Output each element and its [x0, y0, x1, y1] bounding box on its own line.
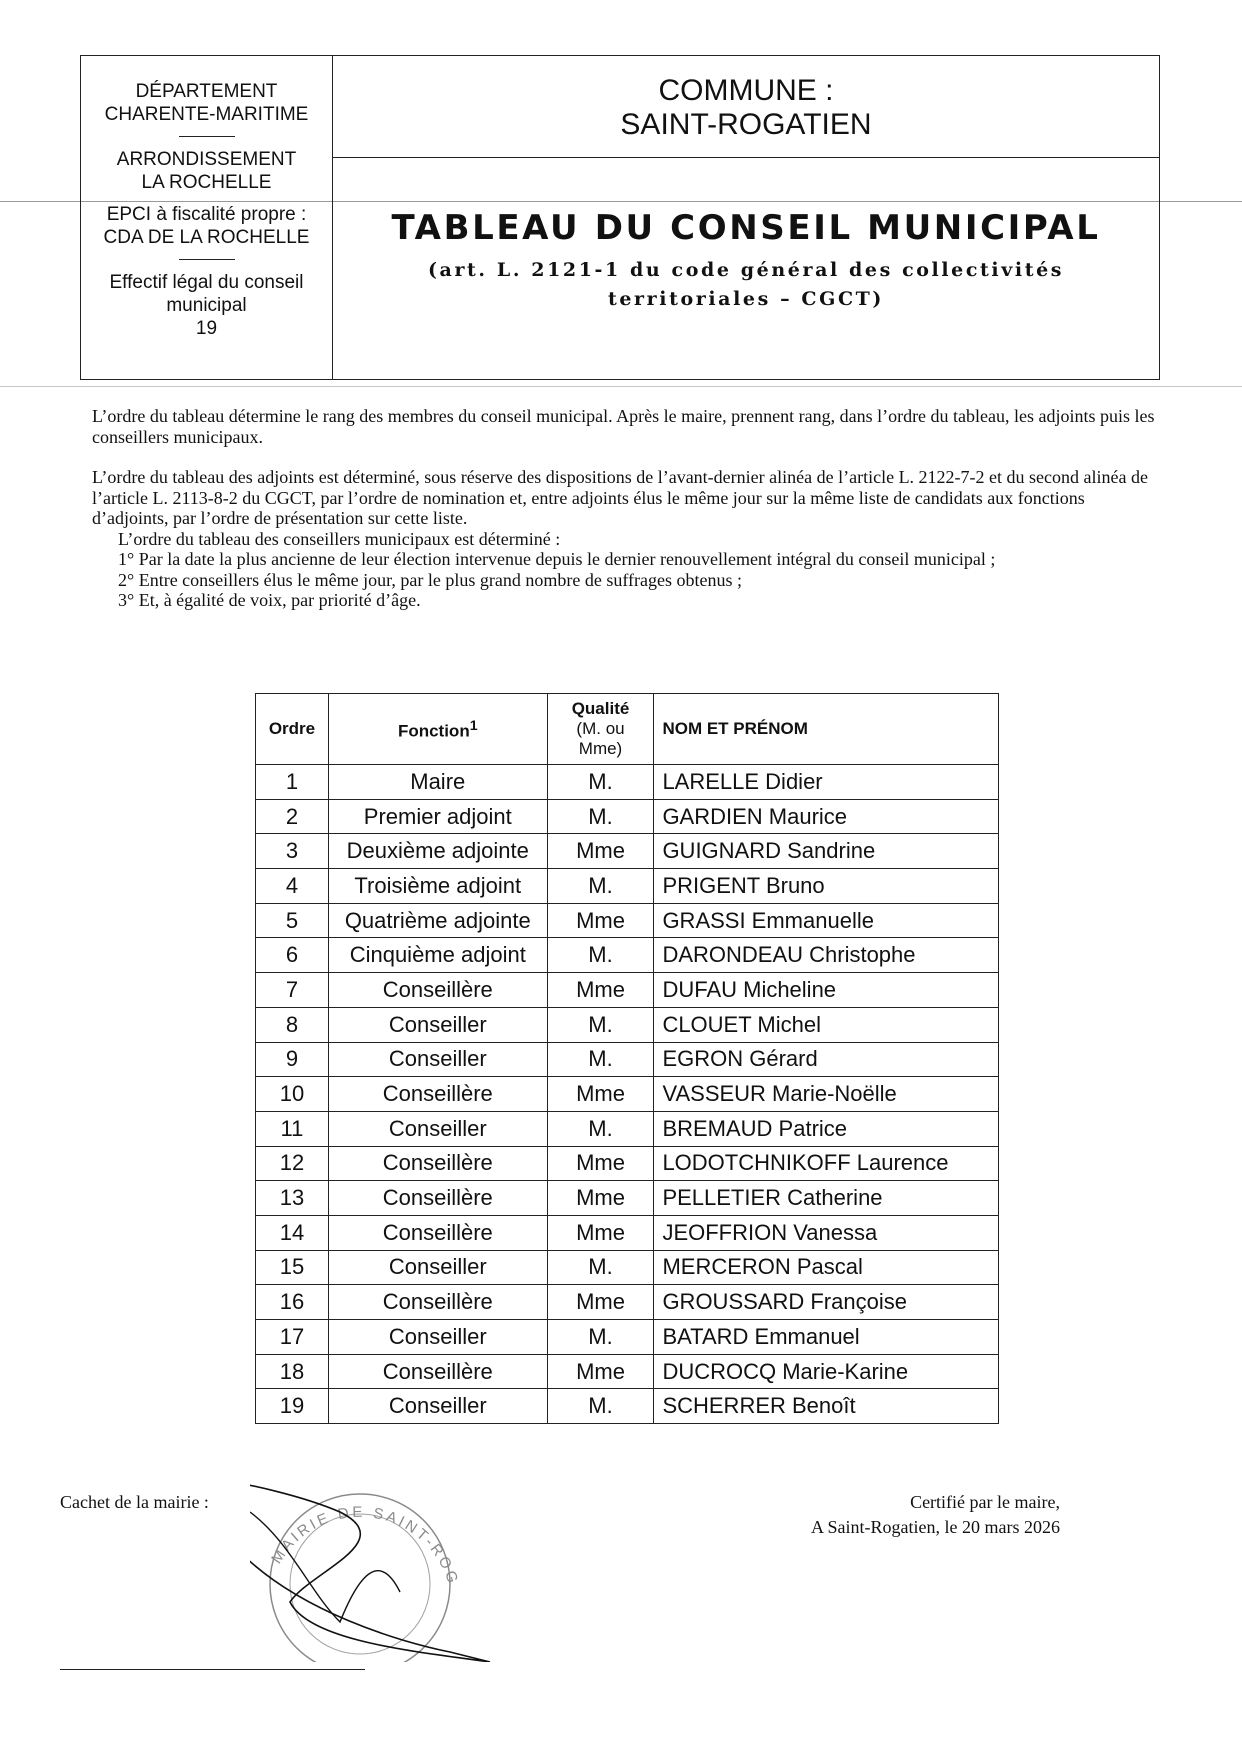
cell-nom: GRASSI Emmanuelle [654, 903, 999, 938]
cell-nom: BATARD Emmanuel [654, 1320, 999, 1355]
rule-item: 2° Entre conseillers élus le même jour, par le plus grand nombre de suffrages obtenus ; [118, 569, 742, 590]
qualite-header-label: Qualité [571, 699, 630, 718]
scan-line-mid [0, 386, 1242, 387]
commune-label: COMMUNE : [658, 74, 834, 107]
table-row [256, 903, 999, 938]
cell-qualite: M. [547, 799, 654, 834]
separator [179, 136, 235, 137]
table-row [256, 1042, 999, 1077]
cell-qualite: M. [547, 1250, 654, 1285]
commune-block [333, 56, 1159, 158]
cell-nom: SCHERRER Benoît [654, 1389, 999, 1424]
cell-qualite: Mme [547, 1354, 654, 1389]
column-header-nom: NOM ET PRÉNOM [654, 694, 999, 765]
cell-qualite: Mme [547, 1146, 654, 1181]
effectif-block [81, 271, 332, 340]
cell-fonction: Deuxième adjointe [328, 834, 547, 869]
cell-fonction: Conseillère [328, 1146, 547, 1181]
cell-ordre: 18 [256, 1354, 329, 1389]
cell-qualite: Mme [547, 834, 654, 869]
cell-fonction: Conseiller [328, 1389, 547, 1424]
departement-block [81, 80, 332, 126]
members-table [255, 693, 999, 1424]
qualite-header-sub1: (M. ou [576, 719, 625, 738]
certification-block [760, 1490, 1060, 1540]
table-row [256, 869, 999, 904]
cell-qualite: Mme [547, 973, 654, 1008]
intro-paragraph-adjoints: L’ordre du tableau des adjoints est déterminé, sous réserve des dispositions de l’avant-dernier alinéa de l’article L. 2122-7-2 et du second alinéa de l’article L. 2113-8-2 du CGCT, par l’ordre de nomination et, entre adjoints élus le même jour sur la même liste de candidats aux fonctions d’adjoints, par l’ordre de présentation sur cette liste. [92, 467, 1148, 528]
footnote-marker: 1 [469, 718, 478, 735]
cell-nom: DUCROCQ Marie-Karine [654, 1354, 999, 1389]
departement-label: DÉPARTEMENT [135, 81, 278, 102]
title-column [333, 56, 1159, 379]
cell-fonction: Conseiller [328, 1042, 547, 1077]
cell-nom: JEOFFRION Vanessa [654, 1215, 999, 1250]
cell-nom: DARONDEAU Christophe [654, 938, 999, 973]
cell-nom: LARELLE Didier [654, 765, 999, 800]
table-row [256, 1389, 999, 1424]
cell-qualite: M. [547, 1320, 654, 1355]
cell-ordre: 3 [256, 834, 329, 869]
column-header-qualite [547, 694, 654, 765]
cell-fonction: Conseillère [328, 973, 547, 1008]
signature-line [60, 1669, 365, 1670]
rule-item: 3° Et, à égalité de voix, par priorité d’âge. [118, 590, 421, 610]
cell-ordre: 4 [256, 869, 329, 904]
cell-ordre: 5 [256, 903, 329, 938]
qualite-header-sub2: Mme) [578, 739, 623, 758]
cell-fonction: Conseiller [328, 1250, 547, 1285]
cell-ordre: 19 [256, 1389, 329, 1424]
cell-qualite: M. [547, 869, 654, 904]
cell-nom: CLOUET Michel [654, 1007, 999, 1042]
table-row [256, 1215, 999, 1250]
cachet-label: Cachet de la mairie : [60, 1492, 209, 1512]
cell-ordre: 8 [256, 1007, 329, 1042]
cell-qualite: M. [547, 1007, 654, 1042]
column-header-ordre: Ordre [256, 694, 329, 765]
cell-nom: GUIGNARD Sandrine [654, 834, 999, 869]
cell-fonction: Conseiller [328, 1111, 547, 1146]
table-row [256, 1250, 999, 1285]
intro-text [92, 406, 1160, 611]
table-row [256, 1007, 999, 1042]
fonction-header-label: Fonction [397, 721, 470, 741]
cell-qualite: M. [547, 1042, 654, 1077]
cell-fonction: Conseillère [328, 1215, 547, 1250]
cell-qualite: M. [547, 765, 654, 800]
cell-fonction: Conseiller [328, 1007, 547, 1042]
table-row [256, 765, 999, 800]
table-row [256, 1077, 999, 1112]
cell-qualite: Mme [547, 903, 654, 938]
cell-ordre: 13 [256, 1181, 329, 1216]
cell-nom: EGRON Gérard [654, 1042, 999, 1077]
cell-fonction: Maire [328, 765, 547, 800]
table-header-row [256, 694, 999, 765]
intro-paragraph-conseillers: L’ordre du tableau des conseillers municipaux est déterminé : [118, 528, 561, 549]
cell-qualite: Mme [547, 1077, 654, 1112]
cell-ordre: 11 [256, 1111, 329, 1146]
cell-qualite: Mme [547, 1181, 654, 1216]
document-title: TABLEAU DU CONSEIL MUNICIPAL [391, 208, 1101, 248]
table-row [256, 1285, 999, 1320]
table-row [256, 799, 999, 834]
cell-ordre: 9 [256, 1042, 329, 1077]
table-row [256, 1146, 999, 1181]
cell-qualite: Mme [547, 1215, 654, 1250]
cell-ordre: 17 [256, 1320, 329, 1355]
title-block [333, 158, 1159, 379]
certification-place-date: A Saint-Rogatien, le 20 mars 2026 [811, 1517, 1060, 1537]
arrondissement-name: LA ROCHELLE [141, 172, 272, 193]
intro-paragraph-rank: L’ordre du tableau détermine le rang des membres du conseil municipal. Après le maire, prennent rang, dans l’ordre du tableau, les adjoints puis les conseillers municipaux. [92, 406, 1155, 447]
commune-name: SAINT-ROGATIEN [620, 108, 872, 141]
separator [179, 259, 235, 260]
cell-nom: VASSEUR Marie-Noëlle [654, 1077, 999, 1112]
table-row [256, 1320, 999, 1355]
document-header [80, 55, 1160, 380]
cell-fonction: Conseillère [328, 1077, 547, 1112]
cell-fonction: Conseillère [328, 1285, 547, 1320]
cell-fonction: Premier adjoint [328, 799, 547, 834]
cell-fonction: Conseiller [328, 1320, 547, 1355]
cell-ordre: 15 [256, 1250, 329, 1285]
column-header-fonction [328, 694, 547, 765]
cell-qualite: M. [547, 1389, 654, 1424]
cell-qualite: M. [547, 1111, 654, 1146]
cell-ordre: 16 [256, 1285, 329, 1320]
cell-nom: LODOTCHNIKOFF Laurence [654, 1146, 999, 1181]
effectif-value: 19 [195, 318, 218, 339]
table-row [256, 1111, 999, 1146]
cell-nom: PELLETIER Catherine [654, 1181, 999, 1216]
certification-line: Certifié par le maire, [910, 1492, 1060, 1512]
table-row [256, 834, 999, 869]
admin-info-column [81, 56, 333, 379]
mairie-stamp [250, 1472, 500, 1667]
cell-qualite: Mme [547, 1285, 654, 1320]
table-row [256, 1181, 999, 1216]
cell-fonction: Conseillère [328, 1354, 547, 1389]
cell-fonction: Conseillère [328, 1181, 547, 1216]
epci-name: CDA DE LA ROCHELLE [103, 227, 310, 248]
cell-ordre: 12 [256, 1146, 329, 1181]
cell-nom: MERCERON Pascal [654, 1250, 999, 1285]
effectif-label: Effectif légal du conseil municipal [109, 272, 304, 316]
stamp-signature-graphic [250, 1472, 500, 1662]
cell-fonction: Troisième adjoint [328, 869, 547, 904]
cell-ordre: 10 [256, 1077, 329, 1112]
epci-block [81, 203, 332, 249]
document-subtitle: (art. L. 2121-1 du code général des collectivités territoriales – CGCT) [427, 259, 1065, 310]
cell-nom: DUFAU Micheline [654, 973, 999, 1008]
cell-fonction: Cinquième adjoint [328, 938, 547, 973]
cell-fonction: Quatrième adjointe [328, 903, 547, 938]
departement-name: CHARENTE-MARITIME [104, 104, 309, 125]
table-row [256, 1354, 999, 1389]
cell-nom: GROUSSARD Françoise [654, 1285, 999, 1320]
rule-item: 1° Par la date la plus ancienne de leur élection intervenue depuis le dernier renouvellement intégral du conseil municipal ; [118, 549, 996, 569]
cell-ordre: 14 [256, 1215, 329, 1250]
stamp-text: MAIRIE DE SAINT-ROG [268, 1503, 462, 1588]
cell-ordre: 2 [256, 799, 329, 834]
table-body [256, 765, 999, 1424]
cell-ordre: 1 [256, 765, 329, 800]
arrondissement-block [81, 148, 332, 194]
cell-nom: BREMAUD Patrice [654, 1111, 999, 1146]
cell-ordre: 6 [256, 938, 329, 973]
table-row [256, 938, 999, 973]
epci-label: EPCI à fiscalité propre : [106, 204, 307, 225]
cell-nom: PRIGENT Bruno [654, 869, 999, 904]
cell-nom: GARDIEN Maurice [654, 799, 999, 834]
table-row [256, 973, 999, 1008]
cell-ordre: 7 [256, 973, 329, 1008]
cell-qualite: M. [547, 938, 654, 973]
arrondissement-label: ARRONDISSEMENT [116, 149, 297, 170]
